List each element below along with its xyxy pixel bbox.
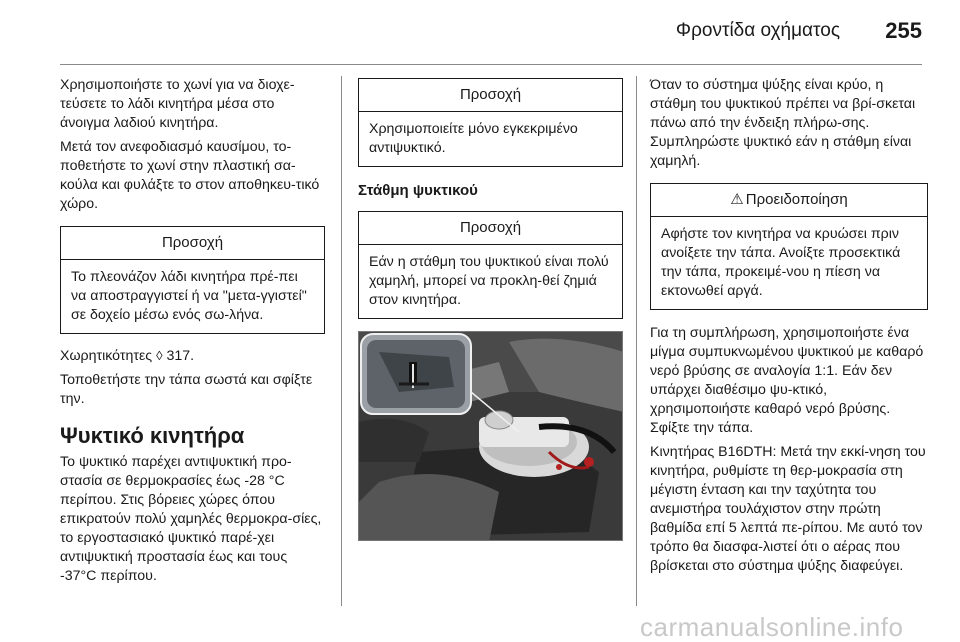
paragraph-b16dth: Κινητήρας B16DTH: Μετά την εκκί-νηση του κινητήρα, ρυθμίστε τη θερ-μοκρασία στη μέγιστη ένταση και την ταχύτητα του ανεμιστήρα τουλάχιστον στην πρώτη βαθμίδα επί 5 λεπτά πε-ρίπου. Με αυτό τον τρόπο θα διασφα-λιστεί ότι ο αέρας που βρίσκεται στο σύστημα ψύξης διαφεύγει.	[650, 444, 926, 574]
section-title-coolant: Ψυκτικό κινητήρα	[60, 423, 245, 448]
paragraph-cold-system: Όταν το σύστημα ψύξης είναι κρύο, η στάθμη του ψυκτικού πρέπει να βρί-σκεται πάνω από την ένδειξη πλήρω-σης. Συμπληρώστε ψυκτικό εάν η στάθμη είναι χαμηλή.	[650, 77, 916, 169]
caution-title: Προσοχή	[359, 79, 622, 112]
page-ref-icon: ◊	[156, 348, 163, 363]
page-number: 255	[885, 18, 922, 43]
warning-title: Προειδοποίηση	[745, 191, 848, 208]
caution-title: Προσοχή	[61, 227, 324, 260]
paragraph-refuel: Μετά τον ανεφοδιασμό καυσίμου, το-ποθετήστε το χωνί στην πλαστική σα-κούλα και φυλάξτε το στον αποθηκευ-τικό χώρο.	[60, 139, 320, 212]
warning-triangle-icon: ⚠	[730, 191, 744, 208]
caution-box-oil	[60, 226, 325, 334]
caution-title: Προσοχή	[359, 212, 622, 245]
paragraph-funnel: Χρησιμοποιήστε το χωνί για να διοχε-τεύσετε το λάδι κινητήρα μέσα στο άνοιγμα λαδιού κινητήρα.	[60, 77, 295, 131]
column-2	[358, 78, 623, 541]
caution-text: Εάν η στάθμη του ψυκτικού είναι πολύ χαμηλή, μπορεί να προκλη-θεί ζημιά στον κινητήρα.	[369, 254, 609, 308]
capacities-page-link[interactable]: 317.	[166, 348, 195, 364]
engine-coolant-photo	[358, 331, 623, 541]
engine-bay-illustration	[359, 332, 623, 541]
caution-box-coolant-level	[358, 211, 623, 319]
capacities-label: Χωρητικότητες	[60, 348, 153, 364]
column-divider-2	[636, 76, 637, 606]
column-divider-1	[341, 76, 342, 606]
capacities-reference	[60, 346, 325, 366]
warning-box	[650, 183, 928, 310]
warning-text: Αφήστε τον κινητήρα να κρυώσει πριν ανοίξετε την τάπα. Ανοίξτε προσεκτικά την τάπα, προκειμέ-νου η πίεση να εκτονωθεί αργά.	[661, 226, 901, 299]
caution-box-antifreeze	[358, 78, 623, 167]
caution-text: Το πλεονάζον λάδι κινητήρα πρέ-πει να αποστραγγιστεί ή να "μετα-γγιστεί" σε δοχείο μέσω ενός σω-λήνα.	[71, 269, 307, 323]
warning-header	[651, 184, 927, 217]
caution-text: Χρησιμοποιείτε μόνο εγκεκριμένο αντιψυκτικό.	[369, 121, 578, 156]
header-divider	[60, 64, 922, 65]
paragraph-coolant: Το ψυκτικό παρέχει αντιψυκτική προ-στασία σε θερμοκρασίες έως -28 °C περίπου. Στις βόρειες χώρες όπου επικρατούν πολύ χαμηλές θερμοκρα-σίες, το εργοστασιακό ψυκτικό παρέ-χει αντιψυκτική προστασία έως και τους -37°C περίπου.	[60, 454, 322, 584]
subheading-coolant-level: Στάθμη ψυκτικού	[358, 182, 478, 199]
paragraph-cap: Τοποθετήστε την τάπα σωστά και σφίξτε την.	[60, 372, 313, 407]
column-3	[650, 76, 928, 581]
page-header-title: Φροντίδα οχήματος	[675, 20, 840, 41]
paragraph-refill: Για τη συμπλήρωση, χρησιμοποιήστε ένα μίγμα συμπυκνωμένου ψυκτικού με καθαρό νερό βρύσης σε αναλογία 1:1. Εάν δεν υπάρχει διαθέσιμο ψυ-κτικό, χρησιμοποιήστε καθαρό νερό βρύσης. Σφίξτε την τάπα.	[650, 325, 924, 436]
column-1	[60, 76, 325, 591]
watermark: carmanualsonline.info	[640, 612, 904, 642]
